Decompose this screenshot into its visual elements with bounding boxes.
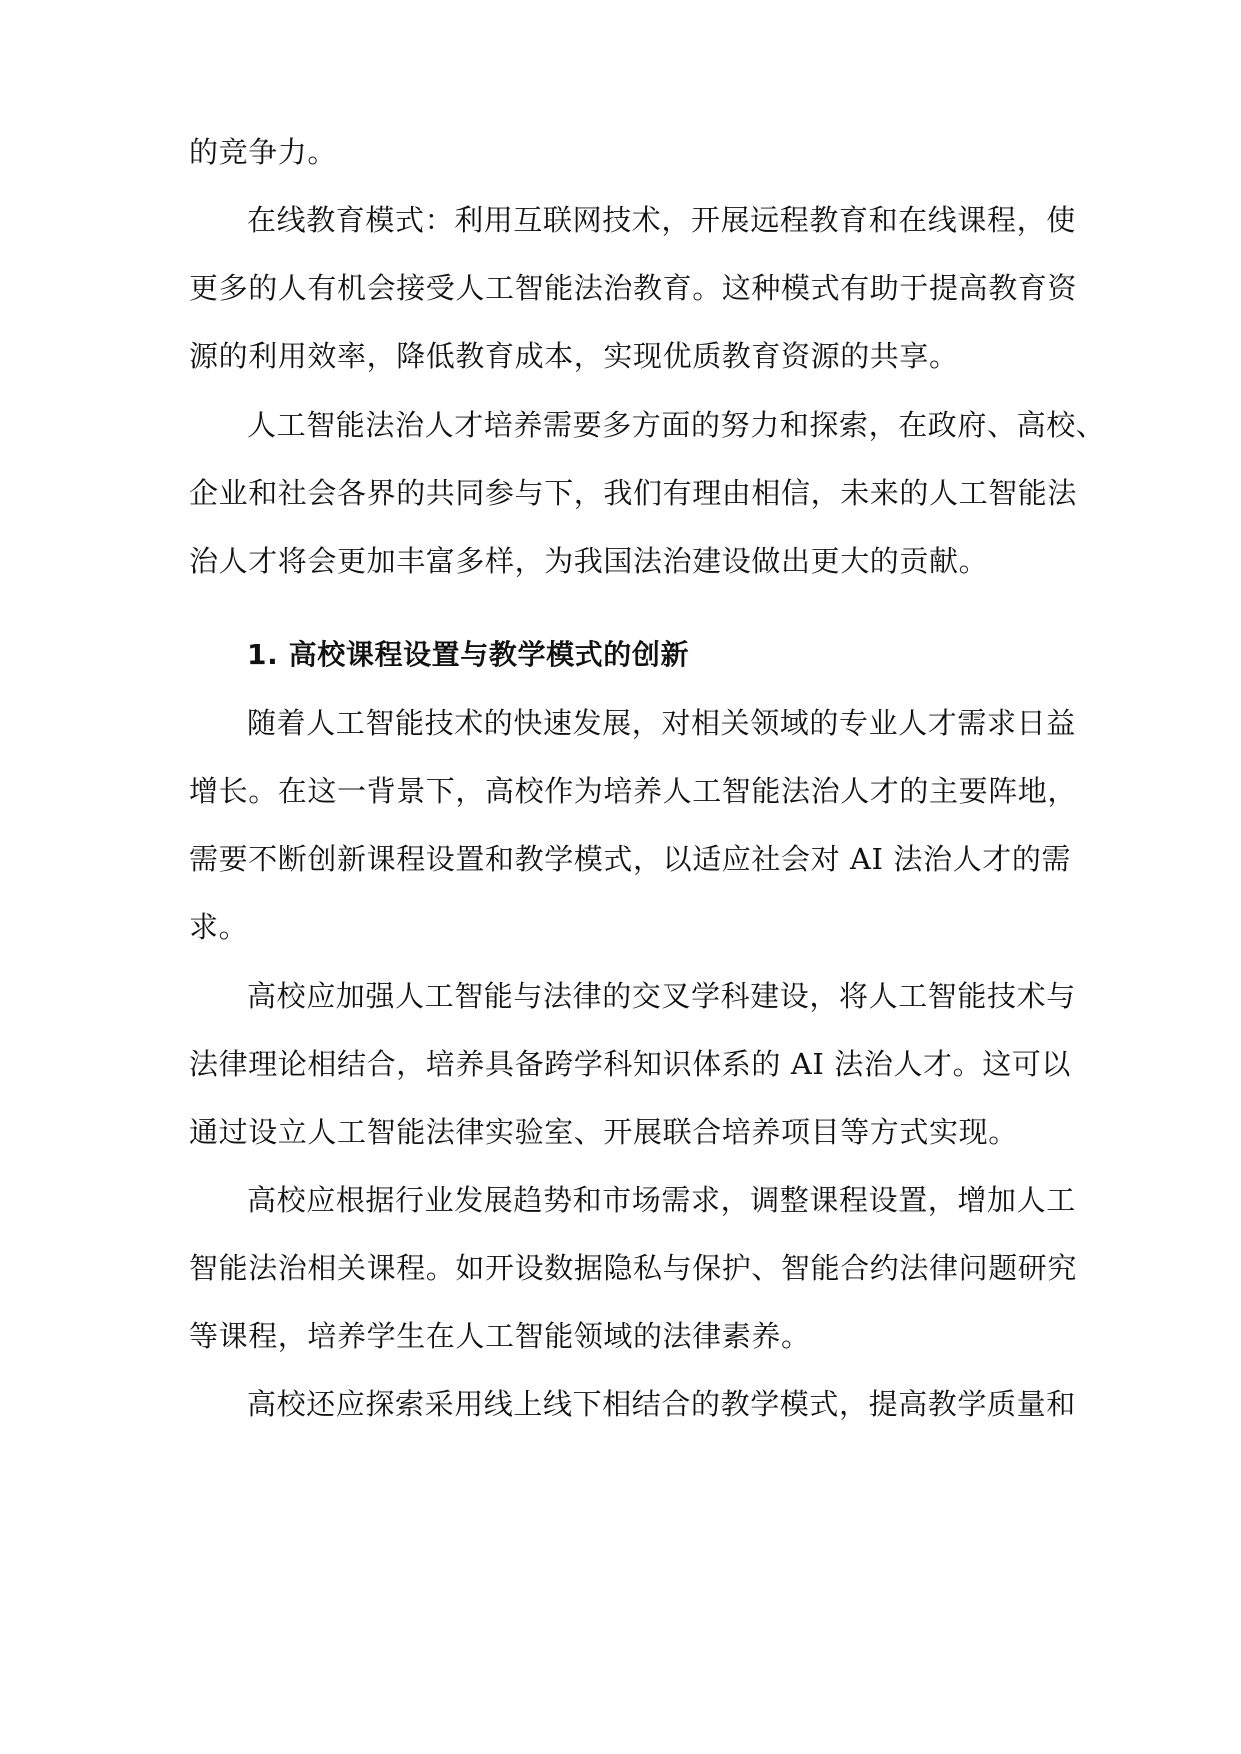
text-line: 智能法治相关课程。如开设数据隐私与保护、智能合约法律问题研究 [189,1251,1078,1285]
text-line: 增长。在这一背景下，高校作为培养人工智能法治人才的主要阵地， [189,774,1078,808]
text-line: 的竞争力。 [189,135,338,169]
text-line: 企业和社会各界的共同参与下，我们有理由相信，未来的人工智能法 [189,476,1078,510]
paragraph-first-line: 高校应加强人工智能与法律的交叉学科建设，将人工智能技术与 [247,979,1076,1013]
text-line: 通过设立人工智能法律实验室、开展联合培养项目等方式实现。 [189,1115,1018,1149]
paragraph-first-line: 高校还应探索采用线上线下相结合的教学模式，提高教学质量和 [247,1387,1076,1421]
paragraph-first-line: 人工智能法治人才培养需要多方面的努力和探索，在政府、高校、 [247,408,1106,442]
paragraph-first-line: 随着人工智能技术的快速发展，对相关领域的专业人才需求日益 [247,706,1076,740]
text-line: 等课程，培养学生在人工智能领域的法律素养。 [189,1319,811,1353]
paragraph-first-line: 高校应根据行业发展趋势和市场需求，调整课程设置，增加人工 [247,1183,1076,1217]
section-heading: 1. 高校课程设置与教学模式的创新 [247,638,690,671]
text-line: 法律理论相结合，培养具备跨学科知识体系的 AI 法治人才。这可以 [189,1047,1072,1081]
text-line: 治人才将会更加丰富多样，为我国法治建设做出更大的贡献。 [189,544,989,578]
text-line: 需要不断创新课程设置和教学模式，以适应社会对 AI 法治人才的需 [189,842,1072,876]
paragraph-first-line: 在线教育模式：利用互联网技术，开展远程教育和在线课程，使 [247,203,1076,237]
text-line: 更多的人有机会接受人工智能法治教育。这种模式有助于提高教育资 [189,271,1078,305]
text-line: 求。 [189,910,249,944]
text-line: 源的利用效率，降低教育成本，实现优质教育资源的共享。 [189,339,959,373]
